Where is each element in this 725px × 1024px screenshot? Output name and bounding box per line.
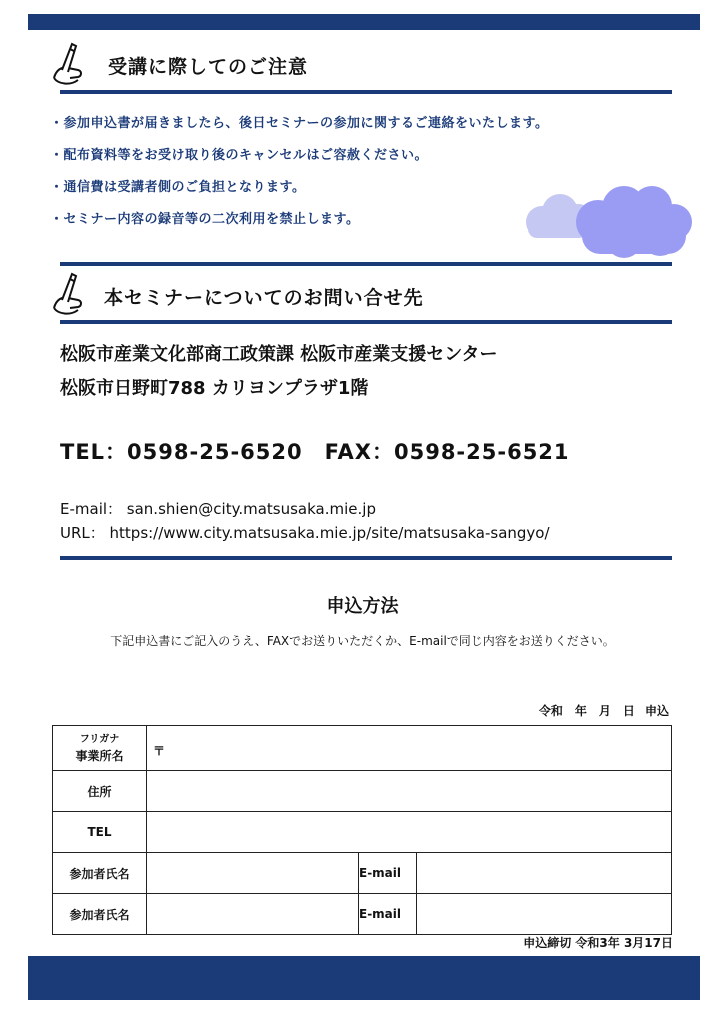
participant-email-field[interactable] xyxy=(417,853,672,894)
participant-name-field[interactable] xyxy=(147,894,359,935)
pen-writing-icon xyxy=(48,270,98,320)
top-banner xyxy=(28,14,700,30)
email-text: E-mail： san.shien@city.matsusaka.mie.jp xyxy=(60,500,376,518)
address-text: 松阪市日野町788 カリヨンプラザ1階 xyxy=(60,378,369,399)
notice-heading: 受講に際してのご注意 xyxy=(108,56,309,78)
participant-name-label: 参加者氏名 xyxy=(53,853,147,894)
furigana-label: フリガナ xyxy=(79,733,120,745)
participant-email-label: E-mail xyxy=(359,894,417,935)
table-row xyxy=(53,771,672,812)
method-title: 申込方法 xyxy=(326,596,399,617)
notice-list xyxy=(50,112,548,240)
business-name-field[interactable] xyxy=(147,726,672,771)
participant-name-field[interactable] xyxy=(147,853,359,894)
url-text: URL： https://www.city.matsusaka.mie.jp/site/matsusaka-sangyo/ xyxy=(60,524,550,542)
pen-writing-icon xyxy=(48,40,98,90)
table-row xyxy=(53,726,672,771)
table-row xyxy=(53,894,672,935)
table-row xyxy=(53,812,672,853)
tel-label: TEL xyxy=(53,812,147,853)
inquiry-heading: 本セミナーについてのお問い合せ先 xyxy=(104,287,424,309)
bottom-banner xyxy=(28,956,700,1000)
notice-rule xyxy=(60,90,672,94)
business-name-label: 事業所名 xyxy=(75,748,124,763)
participant-email-label: E-mail xyxy=(359,853,417,894)
notice-item: ・通信費は受講者側のご負担となります。 xyxy=(50,180,306,195)
participant-email-field[interactable] xyxy=(417,894,672,935)
inquiry-bottom-rule xyxy=(60,556,672,560)
participant-name-label: 参加者氏名 xyxy=(53,894,147,935)
table-row xyxy=(53,853,672,894)
notice-item: ・セミナー内容の録音等の二次利用を禁止します。 xyxy=(50,212,360,227)
application-deadline: 申込締切 令和3年 3月17日 xyxy=(523,936,673,950)
application-date-line: 令和 年 月 日 申込 xyxy=(538,704,669,718)
inquiry-rule xyxy=(60,320,672,324)
business-name-label-cell xyxy=(53,726,147,771)
tel-fax-text: TEL：0598-25-6520 FAX：0598-25-6521 xyxy=(60,440,570,464)
address-field[interactable] xyxy=(147,771,672,812)
organization-name: 松阪市産業文化部商工政策課 松阪市産業支援センター xyxy=(60,344,498,365)
tel-field[interactable] xyxy=(147,812,672,853)
application-form-table xyxy=(52,725,672,935)
inquiry-top-rule xyxy=(60,262,672,266)
notice-item: ・配布資料等をお受け取り後のキャンセルはご容赦ください。 xyxy=(50,148,429,163)
cloud-decoration-icon xyxy=(520,182,692,262)
method-description: 下記申込書にご記入のうえ、FAXでお送りいただくか、E-mailで同じ内容をお送りください。 xyxy=(110,634,615,648)
address-label: 住所 xyxy=(53,771,147,812)
postal-mark: 〒 xyxy=(153,743,166,758)
notice-item: ・参加申込書が届きましたら、後日セミナーの参加に関するご連絡をいたします。 xyxy=(50,116,549,131)
